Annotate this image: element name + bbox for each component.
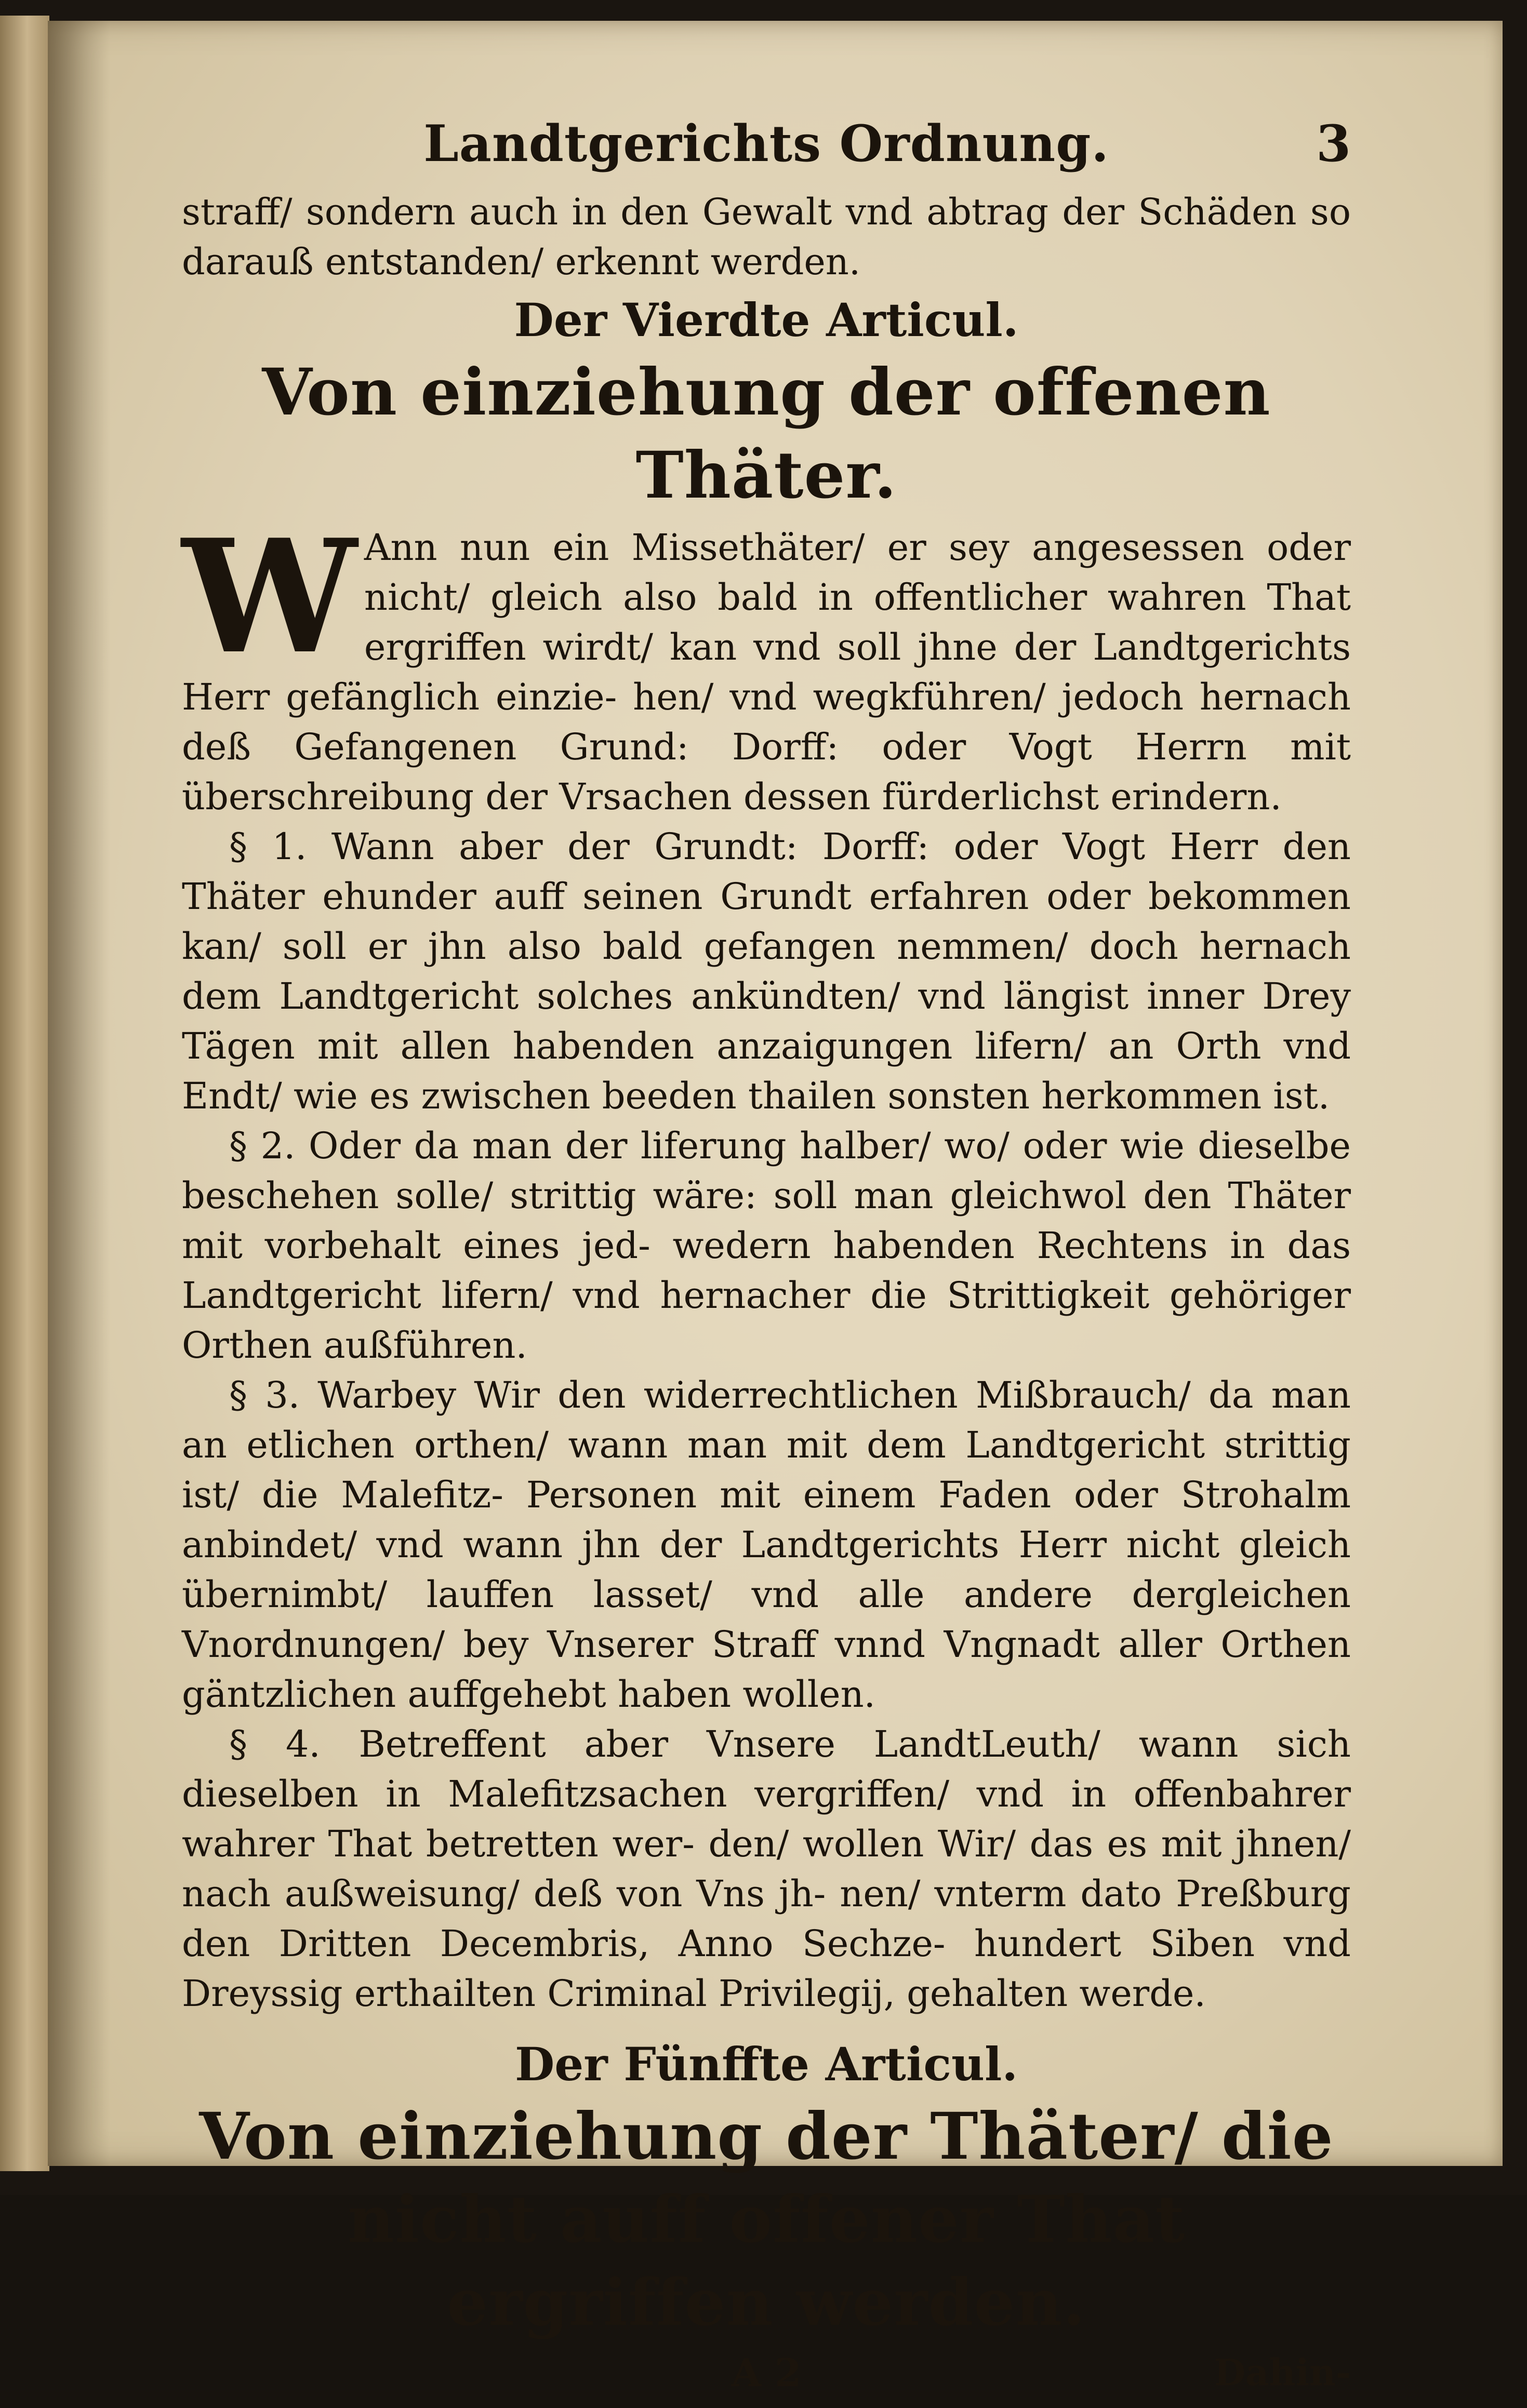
article-heading-4: Von einziehung der offenen Thäter. [262, 355, 1271, 513]
running-head: Landtgerichts Ordnung. [423, 114, 1109, 173]
text-block [182, 104, 1351, 2408]
page-number: 3 [1316, 114, 1351, 173]
article-4-intro-paragraph: WAnn nun ein Missethäter/ er sey angesessen oder nicht/ gleich also bald in offentlicher wahren That ergriffen wirdt/ kan vnd soll jhne der Landtgerichts Herr gefänglich einzie- hen/ vnd wegkführen/ jedoch hernach deß Gefangenen Grund: Dorff: oder Vogt Herrn mit überschreibung der Vrsachen dessen fürderlichst erindern. [182, 505, 1351, 818]
page-header [182, 104, 1351, 187]
page-footer [182, 2351, 1351, 2408]
catchword: Dahin- [1214, 2351, 1351, 2394]
facing-page-edge [0, 16, 49, 2171]
continuation-paragraph: straff/ sondern auch in den Gewalt vnd abtrag der Schäden so darauß entstanden/ erkennt werden. [182, 191, 1351, 283]
section-paragraph-4: § 4. Betreffent aber Vnsere LandtLeuth/ wann sich dieselben in Malefitzsachen vergriffen/ vnd in offenbahrer wahrer That betretten wer- den/ wollen Wir/ das es mit jhnen/ nach außweisung/ deß von Vns jh- nen/ vnterm dato Preßburg den Dritten Decembris, Anno Sechze- hundert Siben vnd Dreyssig erthailten Criminal Privilegij, gehalten werde. [182, 1723, 1351, 2015]
gutter-shadow [48, 21, 110, 2166]
section-paragraph-1: § 1. Wann aber der Grundt: Dorff: oder Vogt Herr den Thäter ehunder auff seinen Grundt erfahren oder bekommen kan/ soll er jhn also bald gefangen nemmen/ doch hernach dem Landtgericht solches ankündten/ vnd längist inner Drey Tägen mit allen habenden anzaigungen lifern/ an Orth vnd Endt/ wie es zwischen beeden thailen sonsten herkommen ist. [182, 825, 1351, 1117]
signature-mark: A 2 [731, 2351, 802, 2396]
article-title-4: Der Vierdte Articul. [514, 293, 1019, 347]
section-paragraph-3: § 3. Warbey Wir den widerrechtlichen Mißbrauch/ da man an etlichen orthen/ wann man mit dem Landtgericht strittig ist/ die Malefitz- Personen mit einem Faden oder Strohalm anbindet/ vnd wann jhn der Landtgerichts Herr nicht gleich übernimbt/ lauffen lasset/ vnd alle andere dergleichen Vnordnungen/ bey Vnserer Straff vnnd Vngnadt aller Orthen gäntzlichen auffgehebt haben wollen. [182, 1374, 1351, 1716]
article-heading-5: Von einziehung der Thäter/ die nicht auff offener That ergriffen werden. [199, 2099, 1334, 2340]
section-paragraph-2: § 2. Oder da man der liferung halber/ wo/ oder wie dieselbe beschehen solle/ strittig wäre: soll man gleichwol den Thäter mit vorbehalt eines jed- wedern habenden Rechtens in das Landtgericht lifern/ vnd hernacher die Strittigkeit gehöriger Orthen außführen. [182, 1125, 1351, 1367]
article-title-5: Der Fünffte Articul. [514, 2037, 1018, 2091]
